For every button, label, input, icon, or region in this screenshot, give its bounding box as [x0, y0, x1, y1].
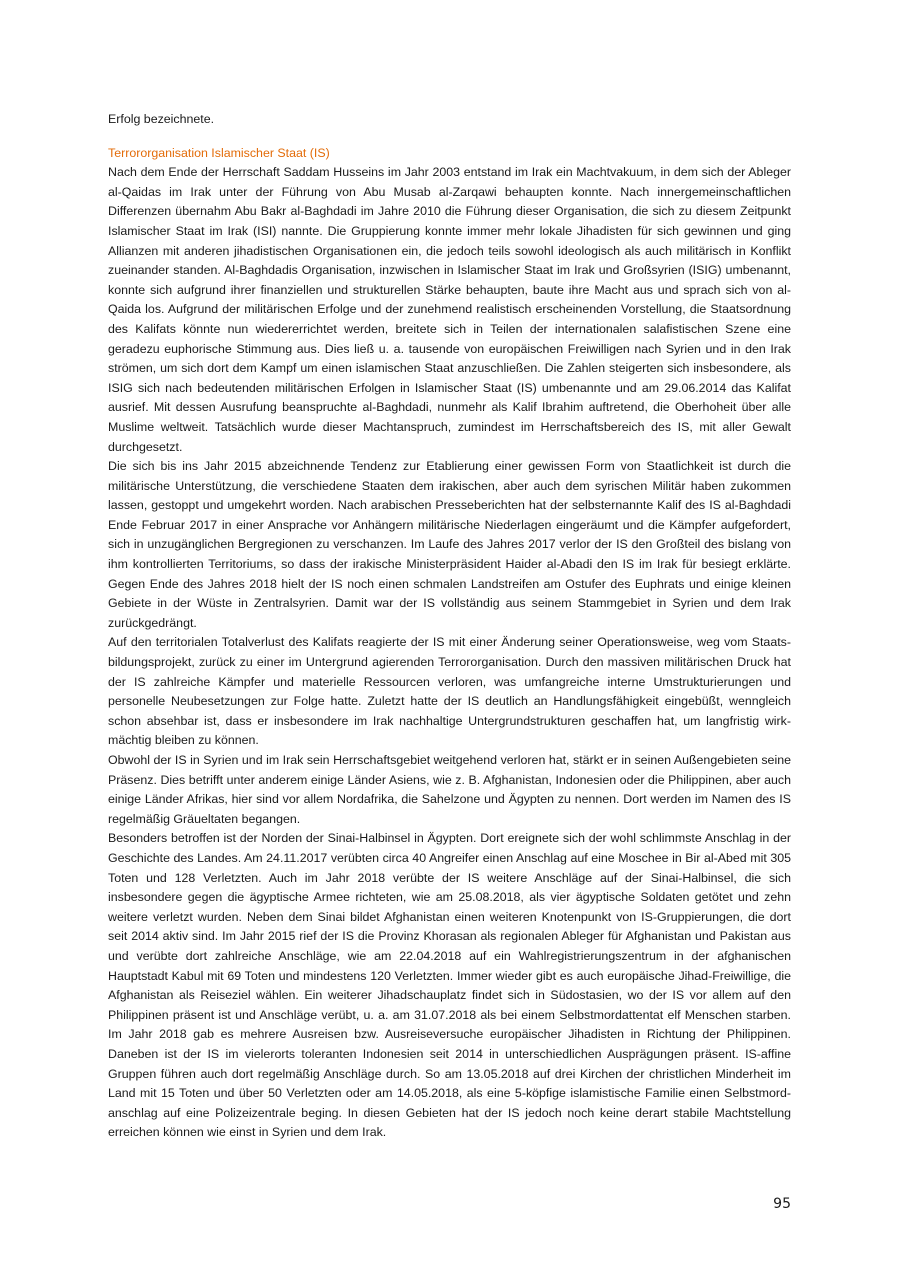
section-heading: Terrororganisation Islamischer Staat (IS) [108, 145, 330, 160]
paragraph-1: Nach dem Ende der Herrschaft Saddam Husseins im Jahr 2003 entstand im Irak ein Machtvakuum, in dem sich der Ableger al-Qaidas im Irak unter der Führung von Abu Musab al-Zarqawi behaupten konnte. Nach innergemeinschaftlichen Differenzen übernahm Abu Bakr al-Baghdadi im Jahre 2010 die Führung dieser Organisation, die sich zu diesem Zeitpunkt Islamischer Staat im Irak (ISI) nannte. Die Gruppierung konnte immer mehr lokale Jihadisten für sich gewinnen und ging Allianzen mit anderen jihadistischen Organisationen ein, die jedoch teils sowohl ideologisch als auch militärisch in Konflikt zueinander standen. Al-Baghdadis Organisation, inzwischen in Islamischer Staat im Irak und Großsyrien (ISIG) umbenannt, konnte sich aufgrund ihrer finanziellen und strukturellen Stärke behaupten, baute ihre Macht aus und sprach sich von al-Qaida los. Aufgrund der militärischen Erfolge und der zunehmend realistisch erscheinenden Vorstellung, die Staatsordnung des Kalifats könnte nun wiedererrichtet werden, breitete sich in Teilen der internationalen salafistischen Szene eine geradezu euphorische Stimmung aus. Dies ließ u. a. tausende von europäischen Freiwilligen nach Syrien und in den Irak strömen, um sich dort dem Kampf um einen islamischen Staat anzuschließen. Die Zahlen steigerten sich insbesondere, als ISIG sich nach bedeutenden militärischen Erfolgen in Islamischer Staat (IS) umbenannte und am 29.06.2014 das Kalifat ausrief. Mit dessen Ausrufung beanspruchte al-Baghdadi, nunmehr als Kalif Ibrahim auftretend, die Oberhoheit über alle Muslime weltweit. Tatsächlich wurde dieser Machtanspruch, zumindest im Herrschaftsbereich des IS, mit aller Gewalt durchgesetzt. [108, 165, 791, 454]
paragraph-4: Obwohl der IS in Syrien und im Irak sein Herrschaftsgebiet weitgehend verloren hat, stärkt er in seinen Außengebieten seine Präsenz. Dies betrifft unter anderem einige Länder Asiens, wie z. B. Afghanistan, Indonesien oder die Philippinen, aber auch einige Länder Afrikas, hier sind vor allem Nordafrika, die Sahelzone und Ägypten zu nennen. Dort werden im Namen des IS regelmäßig Gräueltaten begangen. [108, 753, 791, 826]
page-number: 95 [773, 1196, 791, 1212]
paragraph-2: Die sich bis ins Jahr 2015 abzeichnende Tendenz zur Etablierung einer gewissen Form von Staatlichkeit ist durch die militärische Unterstützung, die verschiedene Staaten dem irakischen, aber auch dem syrischen Militär haben zukommen lassen, gestoppt und umgekehrt worden. Nach arabischen Presseberichten hat der selbsternannte Kalif des IS al-Baghdadi Ende Februar 2017 in einer Ansprache vor Anhängern militärische Niederlagen eingeräumt und die Kämpfer aufgefordert, sich in unzugänglichen Bergregionen zu verschanzen. Im Laufe des Jahres 2017 verlor der IS den Großteil des bislang von ihm kontrollierten Territoriums, so dass der irakische Ministerpräsident Haider al-Abadi den IS im Irak für besiegt erklärte. Gegen Ende des Jahres 2018 hielt der IS noch einen schmalen Landstreifen am Ostufer des Euphrats und einige kleinen Gebiete in der Wüste in Zentralsyrien. Damit war der IS vollständig aus seinem Stammgebiet in Syrien und dem Irak zurückgedrängt. [108, 459, 791, 630]
paragraph-3: Auf den territorialen Totalverlust des Kalifats reagierte der IS mit einer Änderung seiner Operationsweise, weg vom Staatsbildungsprojekt, zurück zu einer im Untergrund agierenden Terrororganisation. Durch den massiven militärischen Druck hat der IS zahlreiche Kämpfer und materielle Ressourcen verloren, was umfangreiche interne Umstrukturierungen und personelle Neubesetzungen zur Folge hatte. Zuletzt hatte der IS deutlich an Handlungsfähigkeit eingebüßt, wenngleich schon absehbar ist, dass er insbesondere im Irak nachhaltige Untergrundstrukturen geschaffen hat, um langfristig wirkmächtig bleiben zu können. [108, 635, 791, 748]
lead-line: Erfolg bezeichnete. [108, 112, 215, 126]
paragraph-5: Besonders betroffen ist der Norden der Sinai-Halbinsel in Ägypten. Dort ereignete sich der wohl schlimmste Anschlag in der Geschichte des Landes. Am 24.11.2017 verübten circa 40 Angreifer einen Anschlag auf eine Moschee in Bir al-Abed mit 305 Toten und 128 Verletzten. Auch im Jahr 2018 verübte der IS weitere Anschläge auf der Sinai-Halbinsel, die sich insbesondere gegen die ägyptische Armee richteten, wie am 25.08.2018, als vier ägyptische Soldaten getötet und zehn weitere verletzt wurden. Neben dem Sinai bildet Afghanistan einen weiteren Knotenpunkt von IS-Gruppierungen, die dort seit 2014 aktiv sind. Im Jahr 2015 rief der IS die Provinz Khorasan als regionalen Ableger für Afghanistan und Pakistan aus und verübte dort zahlreiche Anschläge, wie am 22.04.2018 auf ein Wahlregistrierungszentrum in der afghanischen Hauptstadt Kabul mit 69 Toten und mindestens 120 Verletzten. Immer wieder gibt es auch europäische Jihad-Freiwillige, die Afghanistan als Reiseziel wählen. Ein weiterer Jihadschauplatz findet sich in Südostasien, wo der IS vor allem auf den Philippinen präsent ist und Anschläge verübt, u. a. am 31.07.2018 als bei einem Selbstmordattentat elf Menschen starben. Im Jahr 2018 gab es mehrere Ausreisen bzw. Ausreiseversuche europäischer Jihadisten in Richtung der Philippinen. Daneben ist der IS im vielerorts toleranten Indonesien seit 2014 in unterschiedlichen Ausprägungen präsent. IS-affine Gruppen führen auch dort regelmäßig Anschläge durch. So am 13.05.2018 auf drei Kirchen der christlichen Minderheit im Land mit 15 Toten und über 50 Verletzten oder am 14.05.2018, als eine 5-köpfige islamistische Familie einen Selbstmordanschlag auf eine Polizeizentrale beging. In diesen Gebieten hat der IS jedoch noch keine derart stabile Machtstellung erreichen können wie einst in Syrien und dem Irak. [108, 831, 791, 1140]
document-page [108, 110, 791, 1143]
